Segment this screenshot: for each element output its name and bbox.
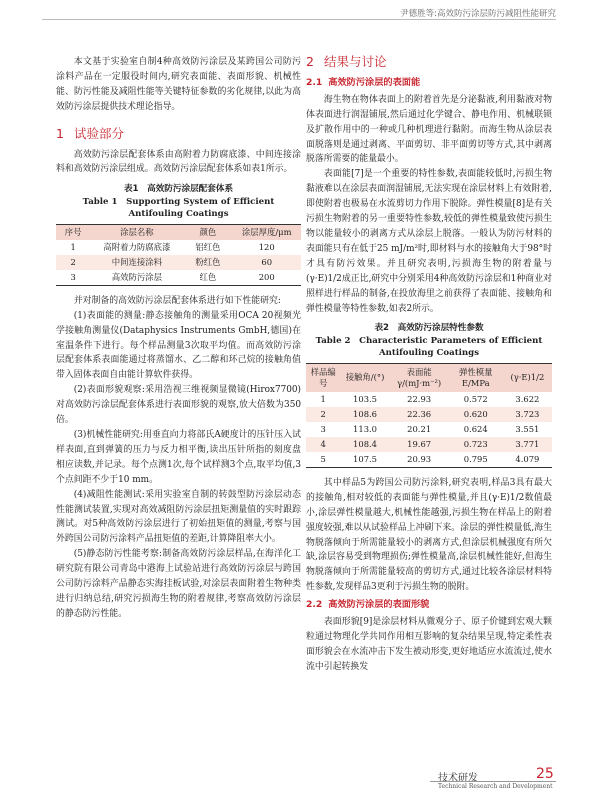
table-header-cell: (γ·E)1/2 [510, 372, 545, 383]
table-cell: 113.0 [353, 423, 378, 434]
table-cell: 19.67 [407, 438, 432, 449]
footer-rule [430, 781, 556, 782]
table-cell: 0.723 [463, 438, 488, 449]
table-header-row [56, 224, 301, 240]
table-cell: 0.572 [463, 393, 488, 404]
table-cell: 0.624 [463, 423, 488, 434]
table-cell: 2 [320, 408, 326, 419]
table-row [306, 407, 552, 422]
table-cell: 1 [70, 241, 76, 252]
table-header-cell: 接触角/(°) [345, 372, 385, 383]
table-cell: 120 [258, 241, 275, 252]
table-cell: 4.079 [515, 453, 540, 464]
running-title: 尹德胜等:高效防污涂层防污减阻性能研究 [400, 9, 556, 19]
section-1-title: 试验部分 [73, 125, 124, 141]
table-cell: 3.771 [515, 438, 540, 449]
table-header-cell: 涂层厚度/μm [241, 226, 292, 237]
table-cell: 107.5 [353, 453, 378, 464]
table-cell: 1 [320, 393, 326, 404]
table-cell: 200 [258, 271, 275, 282]
section-2-heading [306, 55, 552, 70]
section-2-2-number: 2.2 [306, 599, 323, 611]
intro-paragraph: 本文基于实验室自制4种高效防污涂层及某跨国公司防污涂料产品在一定服役时间内,研究表面能、表面形貌、机械性能、防污性能及减阻性能等关键特征参数的劣化规律,以此为高效防污涂层提供技术理论指导。 [56, 57, 301, 112]
table-2-caption [306, 322, 552, 360]
method-item-4: (4)减阻性能测试:采用实验室自制的转鼓型防污涂层动态性能测试装置,实现对高效减阻防污涂层扭矩测量值的实时跟踪测试。对5种高效防污涂层进行了初始扭矩值的测量,考察与国外跨国公司防污涂料产品扭矩值的差距,计算降阻率大小。 [56, 489, 301, 545]
table-row [306, 392, 552, 407]
table-1-caption [56, 183, 301, 221]
table-cell: 22.36 [407, 408, 432, 419]
section-2-1-heading [306, 76, 552, 91]
journal-name-en: Technical Research and Development [438, 783, 553, 790]
table-cell: 铝红色 [195, 241, 221, 252]
section-1-heading [56, 127, 301, 142]
page-number: 25 [536, 766, 554, 782]
table-1 [56, 224, 301, 286]
table-header-cell: 涂层名称 [120, 226, 154, 237]
table-row [306, 422, 552, 437]
section-2-1-number: 2.1 [306, 76, 323, 88]
section-2-2-heading [306, 598, 552, 613]
method-item-1: (1)表面能的测量:静态接触角的测量采用OCA 20视频光学接触角测量仪(Dataphysics Instruments GmbH,德国)在室温条件下进行。每个样品测量3次取平均值。而高效防污涂层配套体系表面能通过将蒸馏水、乙二醇和环己烷的接触角值带入固体表面自由能计算软件获得。 [56, 310, 301, 381]
table-row [306, 437, 552, 452]
table-2-caption-cn: 表2 高效防污涂层特性参数 [374, 323, 484, 334]
table-cell: 高附着力防腐底漆 [103, 241, 171, 252]
table-header-cell: 弹性模量E/MPa [458, 366, 493, 388]
table-header-cell: 颜色 [199, 226, 217, 237]
table-2-caption-en: Table 2 Characteristic Parameters of Efficient Antifouling Coatings [315, 335, 543, 359]
table-cell: 3.723 [515, 408, 540, 419]
table-cell: 20.21 [407, 423, 432, 434]
section-2-2-paragraph: 表面形貌[9]是涂层材料从微观分子、原子价键到宏观大颗粒通过物理化学共同作用相互影响的复杂结果呈现,特定柔性表面形貌会在水流冲击下发生被动形变,更好地适应水流流过,使水流中引起转换发 [306, 617, 552, 672]
table-cell: 3 [70, 271, 76, 282]
table-row [306, 452, 552, 468]
table-cell: 108.6 [353, 408, 378, 419]
table-1-caption-cn: 表1 高效防污涂层配套体系 [123, 184, 234, 195]
table-cell: 高效防污涂层 [111, 271, 162, 282]
method-item-3: (3)机械性能研究:用垂直向力将部氏A硬度计的压针压入试样表面,直到弹簧的压力与反力相平衡,读出压针所指的刻度盘相应读数,并记录。每个点测1次,每个试样测3个点,取平均值,3个点间距不少于10 mm。 [56, 430, 301, 485]
table-cell: 红色 [199, 271, 217, 282]
section-2-1-title: 高效防污涂层的表面能 [328, 76, 421, 88]
table-cell: 中间连接涂料 [111, 256, 162, 267]
paragraph-after-table-1: 并对制备的高效防污涂层配套体系进行如下性能研究: [73, 295, 281, 306]
table-header-cell: 样品编号 [310, 366, 336, 388]
section-2-number: 2 [306, 54, 314, 69]
section-1-number: 1 [56, 125, 64, 141]
table-cell: 0.795 [463, 453, 488, 464]
page-header [0, 0, 600, 22]
table-cell: 60 [261, 256, 273, 267]
table-cell: 5 [320, 453, 326, 464]
method-item-2: (2)表面形貌观察:采用浩视三维视频显微镜(Hirox7700)对高效防污涂层配套体系进行表面形貌的观察,放大倍数为350倍。 [56, 385, 301, 426]
section-2-title: 结果与讨论 [323, 54, 387, 69]
left-column [56, 55, 301, 622]
table-cell: 3.622 [515, 393, 540, 404]
table-cell: 0.620 [463, 408, 488, 419]
table-row [56, 240, 301, 255]
table-cell: 3 [320, 423, 326, 434]
method-item-5: (5)静态防污性能考察:制备高效防污涂层样品,在海洋化工研究院有限公司青岛中港海上试验站进行高效防污涂层与跨国公司防污涂料产品静态实海挂板试验,对涂层表面附着生物种类进行归纳总结,研究污损海生物的附着规律,考察高效防污涂层的静态防污性能。 [56, 549, 301, 619]
journal-name-cn: 技术研发 [438, 773, 478, 784]
table-header-row [306, 363, 552, 392]
section-2-1-paragraph-c: 其中样品5为跨国公司防污涂料,研究表明,样品3具有最大的接触角,相对较低的表面能与弹性模量,并且(γ·E)1/2数值最小,涂层弹性模量越大,机械性能越强,污损生物在样品上的附着强度较强,难以从试验样品上冲刷下来。涂层的弹性模量低,海生物脱落倾向于所需能量较小的剥离方式,但涂层机械强度有所欠缺,涂层容易受到物理损伤;弹性模量高,涂层机械性能好,但海生物脱落倾向于所需能量较高的剪切方式,通过比较各涂层材料特性参数,发现样品3更利于污损生物的脱附。 [306, 477, 552, 593]
section-1-paragraph: 高效防污涂层配套体系由高附着力防腐底漆、中间连接涂料和高效防污涂层组成。高效防污涂层配套体系如表1所示。 [56, 149, 301, 175]
table-cell: 103.5 [353, 393, 378, 404]
table-header-cell: 序号 [64, 226, 82, 237]
table-cell: 粉红色 [195, 256, 221, 267]
table-cell: 108.4 [353, 438, 378, 449]
table-row [56, 270, 301, 286]
table-cell: 22.93 [407, 393, 432, 404]
section-2-1-paragraph-a: 海生物在物体表面上的附着首先是分泌黏液,利用黏液对物体表面进行润湿铺展,然后通过化学键合、静电作用、机械联锁及扩散作用中的一种或几种机理进行黏附。而海生物从涂层表面脱落则是通过剥离、平面剪切、非平面剪切等方式,其中剥离脱落所需要的能量最小。 [306, 94, 552, 165]
header-rule [42, 19, 556, 20]
table-2 [306, 363, 552, 468]
right-column [306, 55, 552, 675]
section-2-1-paragraph-b: 表面能[7]是一个重要的特性参数,表面能较低时,污损生物黏液难以在涂层表面润湿铺展,无法实现在涂层材料上有效附着,即使附着也极易在水流剪切力作用下脱除。弹性模量[8]是有关污损生物附着的另一重要特性参数,较低的弹性模量致使污损生物以能量较小的剥离方式从涂层上脱落。一般认为防污材料的表面能只有在低于25 mJ/m²时,即材料与水的接触角大于98°时才具有防污效果。并且研究表明,污损海生物的附着量与(γ·E)1/2成正比,研究中分别采用4种高效防污涂层和1种商业对照样进行样品的制备,在投放海里之前获得了表面能、接触角和弹性模量等特性参数,如表2所示。 [306, 169, 552, 314]
table-cell: 2 [70, 256, 76, 267]
table-cell: 4 [320, 438, 326, 449]
table-row [56, 255, 301, 270]
table-cell: 3.551 [515, 423, 540, 434]
table-header-cell: 表面能γ/(mJ·m⁻²) [397, 366, 442, 388]
table-cell: 20.93 [407, 453, 432, 464]
section-2-2-title: 高效防污涂层的表面形貌 [328, 599, 430, 611]
table-1-caption-en: Table 1 Supporting System of Efficient Antifouling Coatings [82, 196, 275, 220]
